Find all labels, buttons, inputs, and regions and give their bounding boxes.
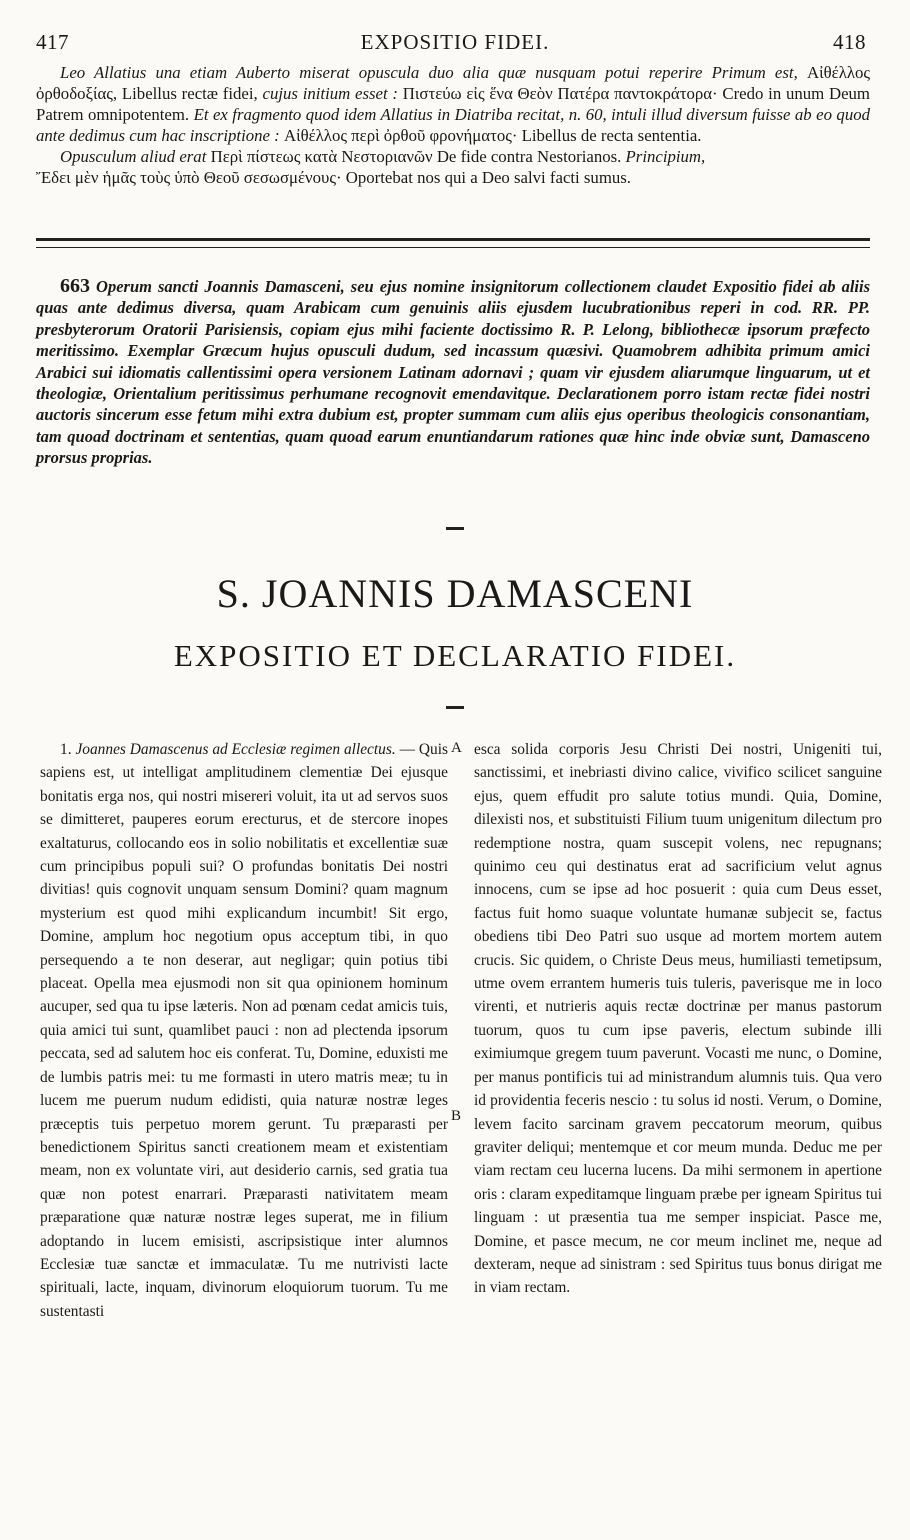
paragraph-heading: Joannes Damascenus ad Ecclesiæ regimen allectus. bbox=[75, 741, 396, 758]
note-text: Leo Allatius una etiam Auberto miserat opuscula duo alia quæ nusquam potui reperire Primum est, bbox=[60, 63, 798, 82]
running-header bbox=[36, 30, 874, 58]
text-column-left bbox=[40, 738, 448, 1438]
note-text: Et ex fragmento quod idem Allatius in Diatriba recitat, n. 60, intuli illud diversum fuisse ab eo quod ante dedimus cum hac inscriptione : bbox=[36, 105, 870, 145]
body-paragraph bbox=[40, 738, 448, 1323]
body-text: — Quis sapiens est, ut intelligat amplitudinem clementiæ Dei ejusque bonitatis erga nos, qui nostri misereri voluit, ita ut ad servos suos se dimitteret, pauperes eorum erecturus, et de stercore inopes exaltaturus, collocando eos in solio nobilitatis et excellentiæ suæ cum principibus populi sui? O profundas bonitatis Dei nostri divitias! quis cognovit unquam sensum Domini? quam magnum mysterium est quod mihi explicandum incumbit! Sit ergo, Domine, amplum hoc negotium opus acceptum tibi, in quo persequendo a te non deserar, aut negligar; quin potius tibi placeat. Opella mea ejusmodi non sit qua opinionem hominum aucuper, sed qua tu ipse læteris. Non ad pœnam cedat amicis tuis, quia amici tui sunt, quamlibet pauci : non ad plectenda ipsorum peccata, sed ad salutem hoc eis conferat. Tu, Domine, eduxisti me de lumbis patris mei: tu me formasti in utero matris meæ; tu in lucem me puerum nudum edidisti, quia naturæ nostræ leges præceptis tuis perpetuo morem gerunt. Tu præparasti per benedictionem Spiritus sancti creationem meam et existentiam meam, non ex voluntate viri, aut desiderio carnis, sed gratia tua quæ non potest enarrari. Præparasti nativitatem meam præparatione quæ naturæ nostræ leges superat, me in filium adoptando in lucem emisisti, ascripsistique inter alumnos Ecclesiæ tuæ sanctæ et immaculatæ. Tu me nutrivisti lacte spirituali, lacte, inquam, divinorum eloquiorum tuorum. Tu me sustentasti bbox=[40, 741, 448, 1320]
note-text: Operum sancti Joannis Damasceni, seu ejus nomine insignitorum collectionem claudet Expositio fidei ab aliis quas ante dedimus diversa, quam Arabicam cum genuinis aliis ejusdem lucubrationibus reperi in cod. RR. PP. presbyterorum Oratorii Parisiensis, copiam ejus mihi faciente doctissimo R. P. Lelong, bibliothecæ ipsorum præfecto meritissimo. Exemplar Græcum hujus opusculi dudum, sed incassum quæsivi. Quamobrem adhibita primum amici Arabici sui idiomatis callentissimi opera versionem Latinam adornavi ; quam vir ejusdem aliarumque linguarum, ut et theologiæ, Orientalium peritissimus perhumane recognovit emendavitque. Declarationem porro istam rectæ fidei nostri auctoris sincerum esse fetum mihi extra dubium est, propter summam cum aliis ejus operibus theologicis consonantiam, tam quoad doctrinam et sententias, quam quoad earum enuntiandarum rationes quæ hinc inde obviæ sunt, Damasceno prorsus proprias. bbox=[36, 277, 870, 468]
editor-note-allatius bbox=[36, 62, 870, 188]
body-text: esca solida corporis Jesu Christi Dei nostri, Unigeniti tui, sanctissimi, et inebriasti divino calice, vivifico scilicet sanguine ejus, quem effudit pro salute totius mundi. Quia, Domine, dilexisti nos, et substituisti Filium tuum unigenitum dilectum pro redemptione nostra, quam suscepit volens, nec repugnans; quinimo ceu qui destinatus erat ad sacrificium velut agnus innocens, cum se ipse ad hoc posuerit : quia cum Deus esset, factus fuit homo suaque voluntate humanæ subjecit se, factus obediens tibi Deo Patri suo usque ad mortem mortem autem crucis. Sic quidem, o Christe Deus meus, humiliasti temetipsum, utme ovem errantem humeris tuis tuleris, paverisque me in loco virenti, et nutrieris aquis rectæ doctrinæ per manus pastorum tuorum, quos tu cum ipse paveris, electum subinde illi eximiumque gregem tuum paverunt. Vocasti me nunc, o Domine, per manus pontificis tui ad ministrandum alumnis tuis. Qua vero id providentia feceris nescio : tu solus id nosti. Verum, o Domine, levem facito sarcinam gravem peccatorum meorum, quibus graviter deliqui; mentemque et cor meum munda. Deduc me per viam rectam ceu lucerna lucens. Da mihi sermonem in apertione oris : claram expeditamque linguam præbe per igneam Spiritus tui linguam : ut præsentia tua me semper inspiciat. Pasce me, Domine, et pasce mecum, ne cor meum inclinet me, neque ad dexteram, neque ad sinistram : sed Spiritus tuus bonus dirigat me in viam rectam. bbox=[474, 741, 882, 1297]
work-title: EXPOSITIO ET DECLARATIO FIDEI. bbox=[173, 638, 737, 673]
note-paragraph bbox=[36, 276, 870, 469]
note-paragraph-1 bbox=[36, 62, 870, 146]
note-text: Opusculum aliud erat bbox=[60, 147, 207, 166]
body-paragraph bbox=[474, 738, 882, 1300]
running-title: EXPOSITIO FIDEI. bbox=[360, 30, 550, 54]
separator-dash bbox=[446, 527, 464, 530]
editor-note-663 bbox=[36, 276, 870, 469]
column-number: 663 bbox=[60, 275, 90, 297]
note-text: Principium, bbox=[625, 147, 706, 166]
work-author-title: S. JOANNIS DAMASCENI bbox=[216, 571, 694, 616]
separator-dash bbox=[446, 706, 464, 709]
text-column-right bbox=[474, 738, 882, 1438]
page-number-right: 418 bbox=[833, 30, 866, 54]
note-text: cujus initium esset : bbox=[262, 84, 398, 103]
note-greek-text: Ἔδει μὲν ἡμᾶς τοὺς ὑπὸ Θεοῦ σεσωσμένους· Oportebat nos qui a Deo salvi facti sumus. bbox=[36, 168, 631, 187]
margin-letter-b: B bbox=[451, 1108, 462, 1124]
note-greek-text: Περὶ πίστεως κατὰ Νεστοριανῶν De fide contra Nestorianos. bbox=[210, 147, 622, 166]
note-greek-text: Αἰθέλλος ὀρθοδοξίας, Libellus rectæ fidei, bbox=[36, 63, 870, 103]
page-number-left: 417 bbox=[36, 30, 69, 54]
note-paragraph-2 bbox=[36, 146, 870, 188]
paragraph-number: 1. bbox=[60, 741, 72, 758]
note-greek-text: Αἰθέλλος περὶ ὀρθοῦ φρονήματος· Libellus de recta sententia. bbox=[283, 126, 702, 145]
double-rule-divider bbox=[36, 238, 870, 248]
note-greek-text: Πιστεύω εἰς ἕνα Θεὸν Πατέρα παντοκράτορα· Credo in unum Deum Patrem omnipotentem. bbox=[36, 84, 870, 124]
margin-letter-a: A bbox=[451, 740, 462, 756]
